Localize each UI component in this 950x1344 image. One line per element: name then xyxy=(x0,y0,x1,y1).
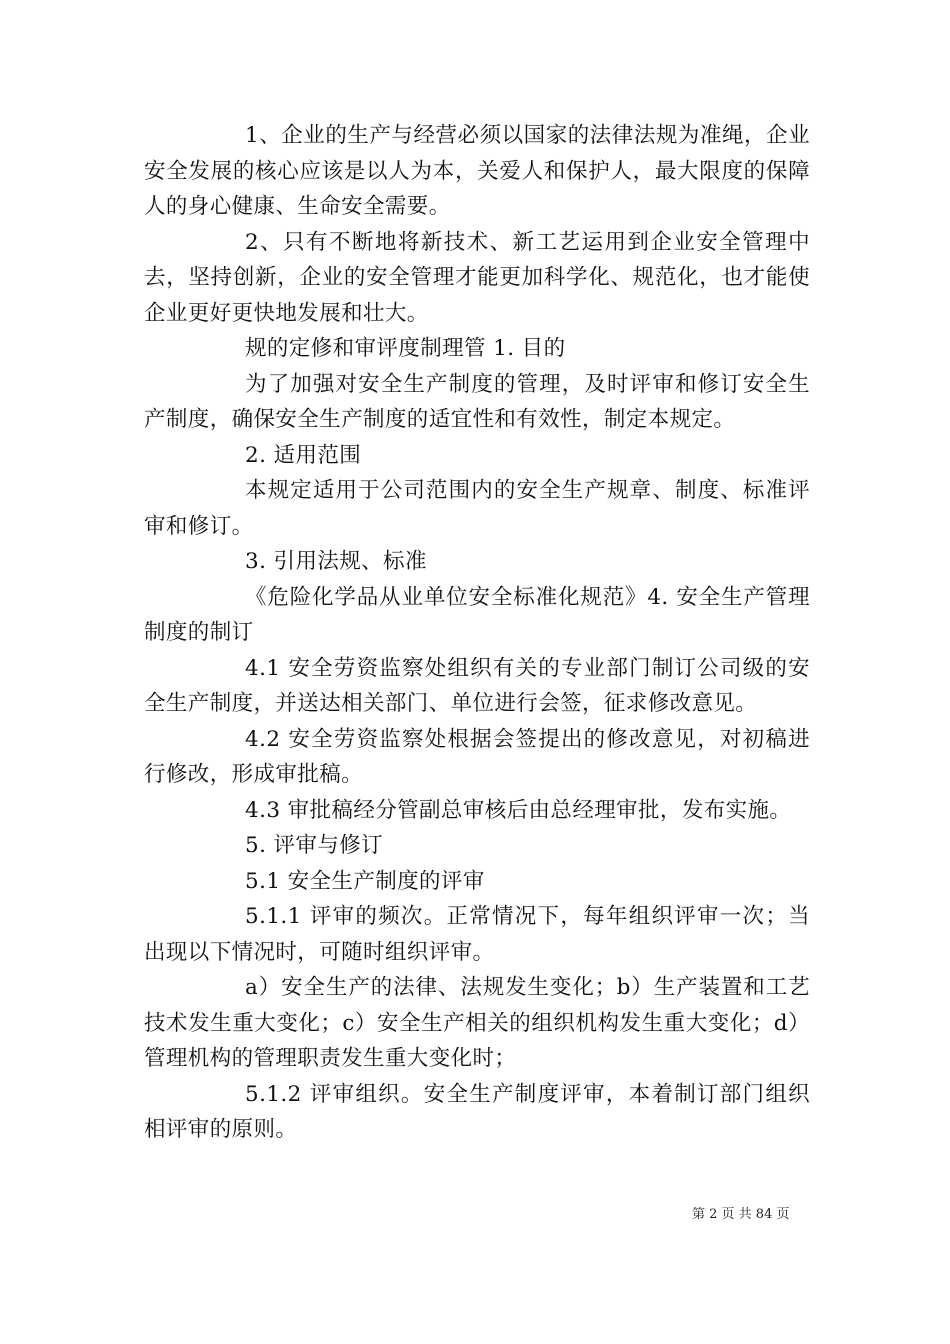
paragraph-1: 1、企业的生产与经营必须以国家的法律法规为准绳，企业安全发展的核心应该是以人为本，关爱人和保护人，最大限度的保障人的身心健康、生命安全需要。 xyxy=(144,123,810,219)
paragraph-7: 3. 引用法规、标准 xyxy=(245,549,427,574)
paragraph-9: 4.1 安全劳资监察处组织有关的专业部门制订公司级的安全生产制度，并送达相关部门、单位进行会签，征求修改意见。 xyxy=(144,655,810,716)
paragraph-3: 规的定修和审评度制理管 1. 目的 xyxy=(245,336,566,361)
paragraph-13: 5.1 安全生产制度的评审 xyxy=(245,868,485,894)
paragraph-8: 《危险化学品从业单位安全标准化规范》4. 安全生产管理制度的制订 xyxy=(144,584,810,645)
paragraph-5: 2. 适用范围 xyxy=(245,442,362,468)
document-body xyxy=(144,118,810,1148)
paragraph-15: a）安全生产的法律、法规发生变化；b）生产装置和工艺技术发生重大变化；c）安全生产相关的组织机构发生重大变化；d）管理机构的管理职责发生重大变化时； xyxy=(144,975,810,1071)
paragraph-11: 4.3 审批稿经分管副总审核后由总经理审批，发布实施。 xyxy=(245,797,792,823)
paragraph-12: 5. 评审与修订 xyxy=(245,833,384,858)
paragraph-2: 2、只有不断地将新技术、新工艺运用到企业安全管理中去，坚持创新，企业的安全管理才能更加科学化、规范化，也才能使企业更好更快地发展和壮大。 xyxy=(144,229,810,326)
paragraph-6: 本规定适用于公司范围内的安全生产规章、制度、标准评审和修订。 xyxy=(144,478,810,539)
paragraph-16: 5.1.2 评审组织。安全生产制度评审，本着制订部门组织相评审的原则。 xyxy=(144,1081,810,1142)
page-number-footer: 第 2 页 共 84 页 xyxy=(692,1207,790,1222)
paragraph-4: 为了加强对安全生产制度的管理，及时评审和修订安全生产制度，确保安全生产制度的适宜性和有效性，制定本规定。 xyxy=(144,371,810,432)
paragraph-10: 4.2 安全劳资监察处根据会签提出的修改意见，对初稿进行修改，形成审批稿。 xyxy=(144,726,810,787)
paragraph-14: 5.1.1 评审的频次。正常情况下，每年组织评审一次；当出现以下情况时，可随时组织评审。 xyxy=(144,904,810,965)
